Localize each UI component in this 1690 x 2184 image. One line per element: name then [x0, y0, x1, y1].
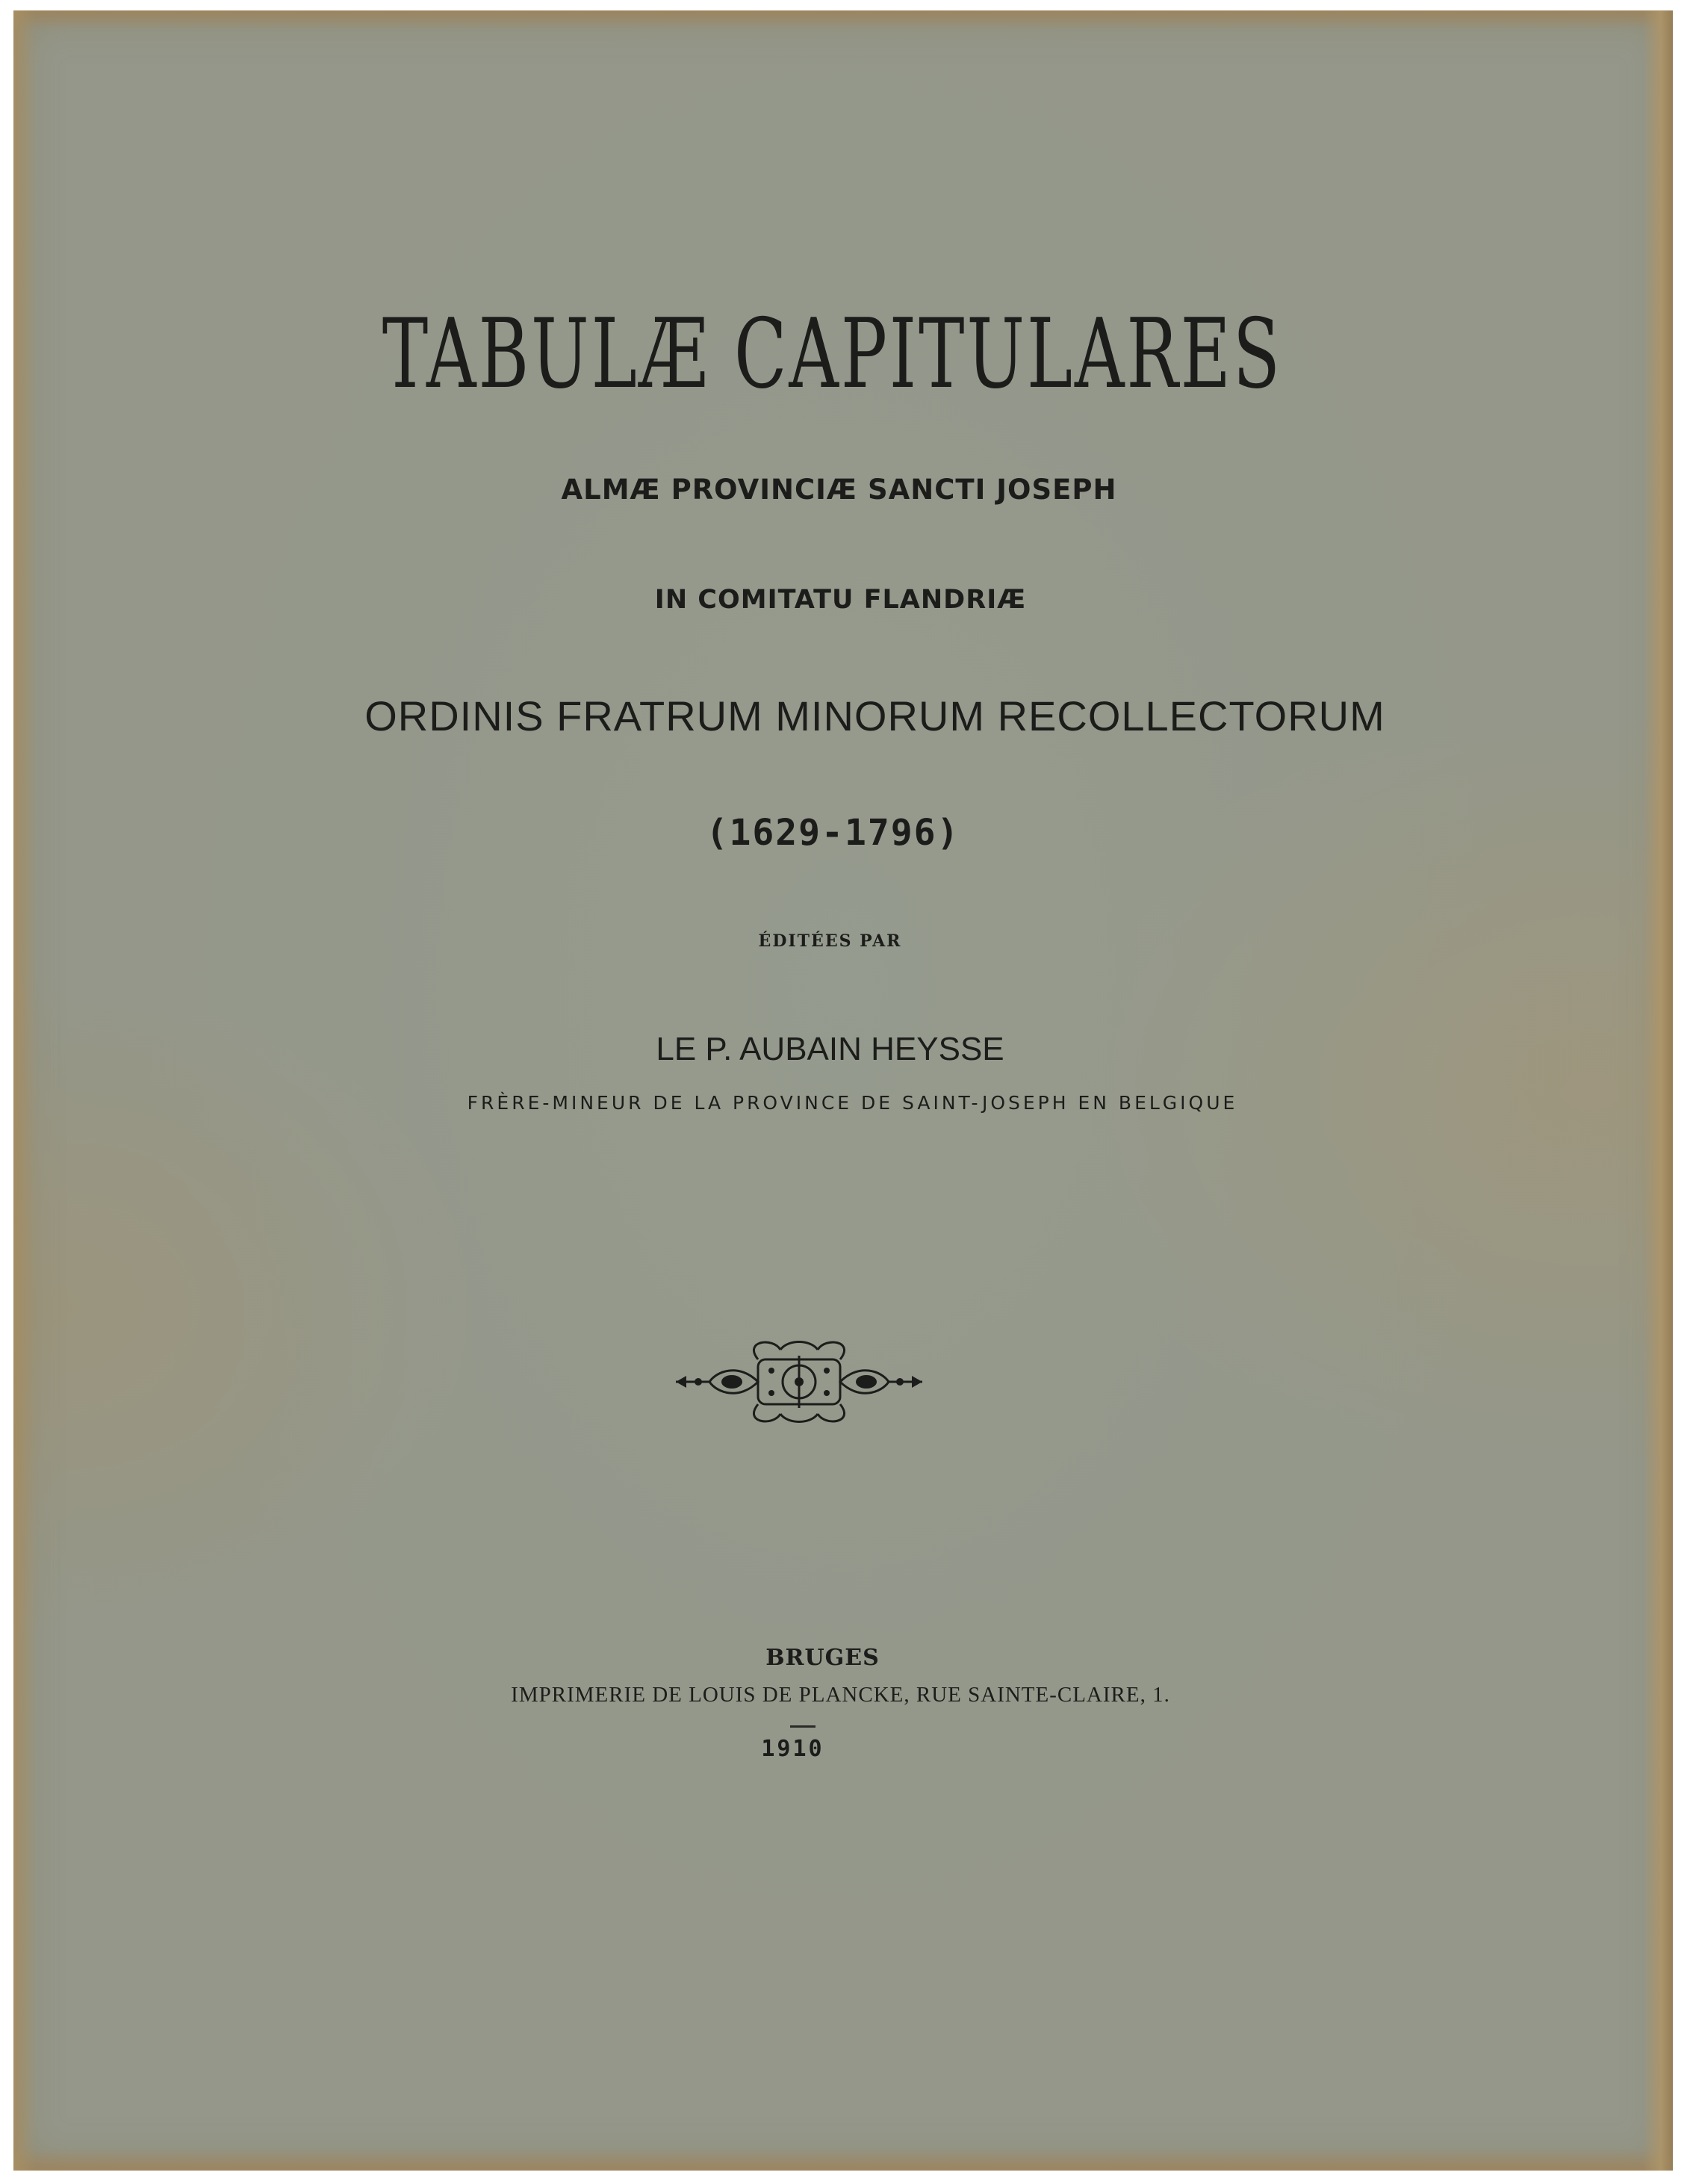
- page-title: TABULÆ CAPITULARES: [382, 299, 1282, 410]
- publisher-city: BRUGES: [765, 1645, 880, 1671]
- publication-year: 1910: [761, 1736, 824, 1762]
- printer-imprint: IMPRIMERIE DE LOUIS DE PLANCKE, RUE SAINTE-CLAIRE, 1.: [511, 1683, 1170, 1707]
- author-name: LE P. AUBAIN HEYSSE: [656, 1031, 1004, 1067]
- cover-edge-top: [13, 10, 1673, 30]
- edited-by-label: ÉDITÉES PAR: [758, 931, 902, 951]
- author-description: FRÈRE-MINEUR DE LA PROVINCE DE SAINT-JOSEPH EN BELGIQUE: [467, 1092, 1238, 1114]
- decorative-fleuron-icon: [668, 1333, 930, 1430]
- cover-edge-bottom: [13, 2148, 1673, 2171]
- subtitle-order: ORDINIS FRATRUM MINORUM RECOLLECTORUM: [364, 692, 1385, 739]
- imprint-divider: [790, 1725, 816, 1728]
- subtitle-province: ALMÆ PROVINCIÆ SANCTI JOSEPH: [561, 474, 1117, 506]
- subtitle-region: IN COMITATU FLANDRIÆ: [654, 585, 1027, 615]
- date-range: (1629-1796): [706, 812, 960, 854]
